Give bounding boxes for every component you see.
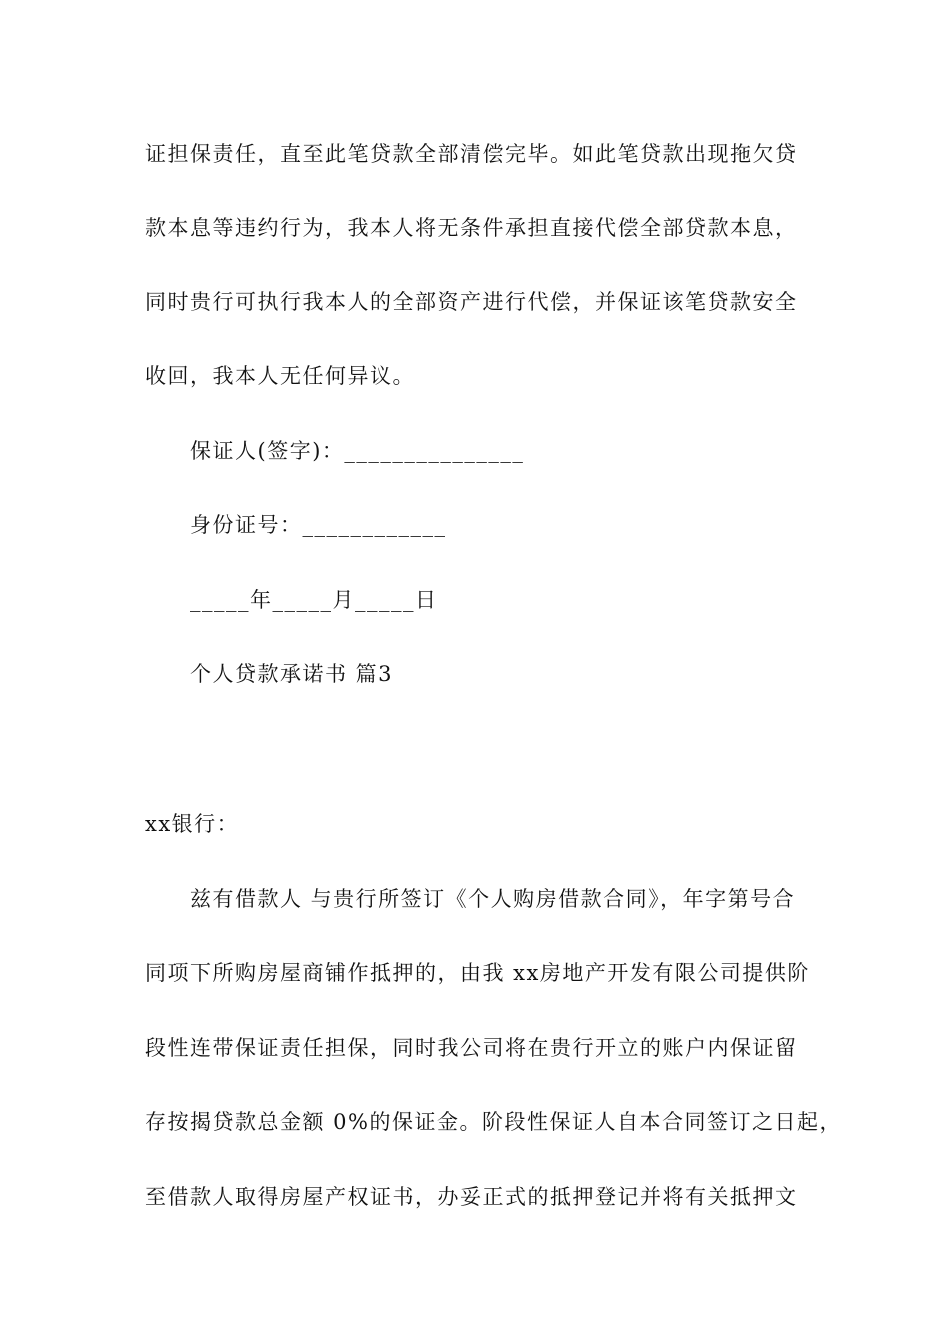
paragraph-line: 款本息等违约行为，我本人将无条件承担直接代偿全部贷款本息， [145,216,798,240]
section-title: 个人贷款承诺书 篇3 [190,662,394,686]
guarantor-signature-line: 保证人(签字)：_______________ [190,439,525,463]
paragraph-line: 至借款人取得房屋产权证书，办妥正式的抵押登记并将有关抵押文 [145,1185,798,1209]
addressee: xx银行： [145,812,240,836]
paragraph-line: 段性连带保证责任担保，同时我公司将在贵行开立的账户内保证留 [145,1036,798,1060]
paragraph-line: 收回，我本人无任何异议。 [145,364,415,388]
date-line: _____年_____月_____日 [190,588,438,612]
paragraph-line: 证担保责任，直至此笔贷款全部清偿完毕。如此笔贷款出现拖欠贷 [145,142,798,166]
id-number-line: 身份证号：____________ [190,513,447,537]
paragraph-line: 同项下所购房屋商铺作抵押的，由我 xx房地产开发有限公司提供阶 [145,961,810,985]
paragraph-line: 兹有借款人 与贵行所签订《个人购房借款合同》，年字第号合 [190,887,796,911]
paragraph-line: 同时贵行可执行我本人的全部资产进行代偿，并保证该笔贷款安全 [145,290,798,314]
paragraph-line: 存按揭贷款总金额 0%的保证金。阶段性保证人自本合同签订之日起， [145,1110,842,1134]
